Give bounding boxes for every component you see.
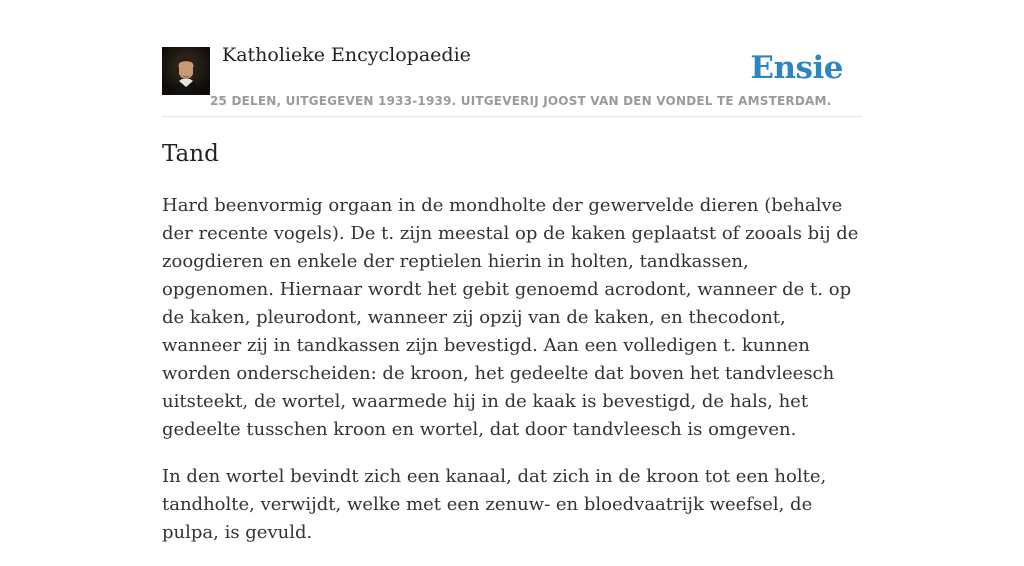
source-avatar[interactable]	[162, 47, 210, 95]
article	[162, 138, 862, 566]
article-paragraph: In den wortel bevindt zich een kanaal, dat zich in de kroon tot een holte, tandholte, verwijdt, welke met een zenuw- en bloedvaatrijk weefsel, de pulpa, is gevuld.	[162, 466, 827, 543]
article-title: Tand	[162, 141, 219, 167]
source-title[interactable]: Katholieke Encyclopaedie	[222, 44, 471, 66]
article-paragraph: Hard beenvormig orgaan in de mondholte der gewervelde dieren (behalve der recente vogels). De t. zijn meestal op de kaken geplaatst of zooals bij de zoogdieren en enkele der reptielen hierin in holten, tandkassen, opgenomen. Hiernaar wordt het gebit genoemd acrodont, wanneer de t. op de kaken, pleurodont, wanneer zij opzij van de kaken, en thecodont, wanneer zij in tandkassen zijn bevestigd. Aan een volledigen t. kunnen worden onderscheiden: de kroon, het gedeelte dat boven het tandvleesch uitsteekt, de wortel, waarmede hij in de kaak is bevestigd, de hals, het gedeelte tusschen kroon en wortel, dat door tandvleesch is omgeven.	[162, 195, 859, 440]
ensie-logo[interactable]: Ensie	[750, 50, 843, 86]
source-header	[162, 0, 862, 117]
portrait-icon	[162, 47, 210, 95]
source-meta: 25 DELEN, UITGEGEVEN 1933-1939. UITGEVERIJ JOOST VAN DEN VONDEL TE AMSTERDAM.	[210, 94, 832, 108]
